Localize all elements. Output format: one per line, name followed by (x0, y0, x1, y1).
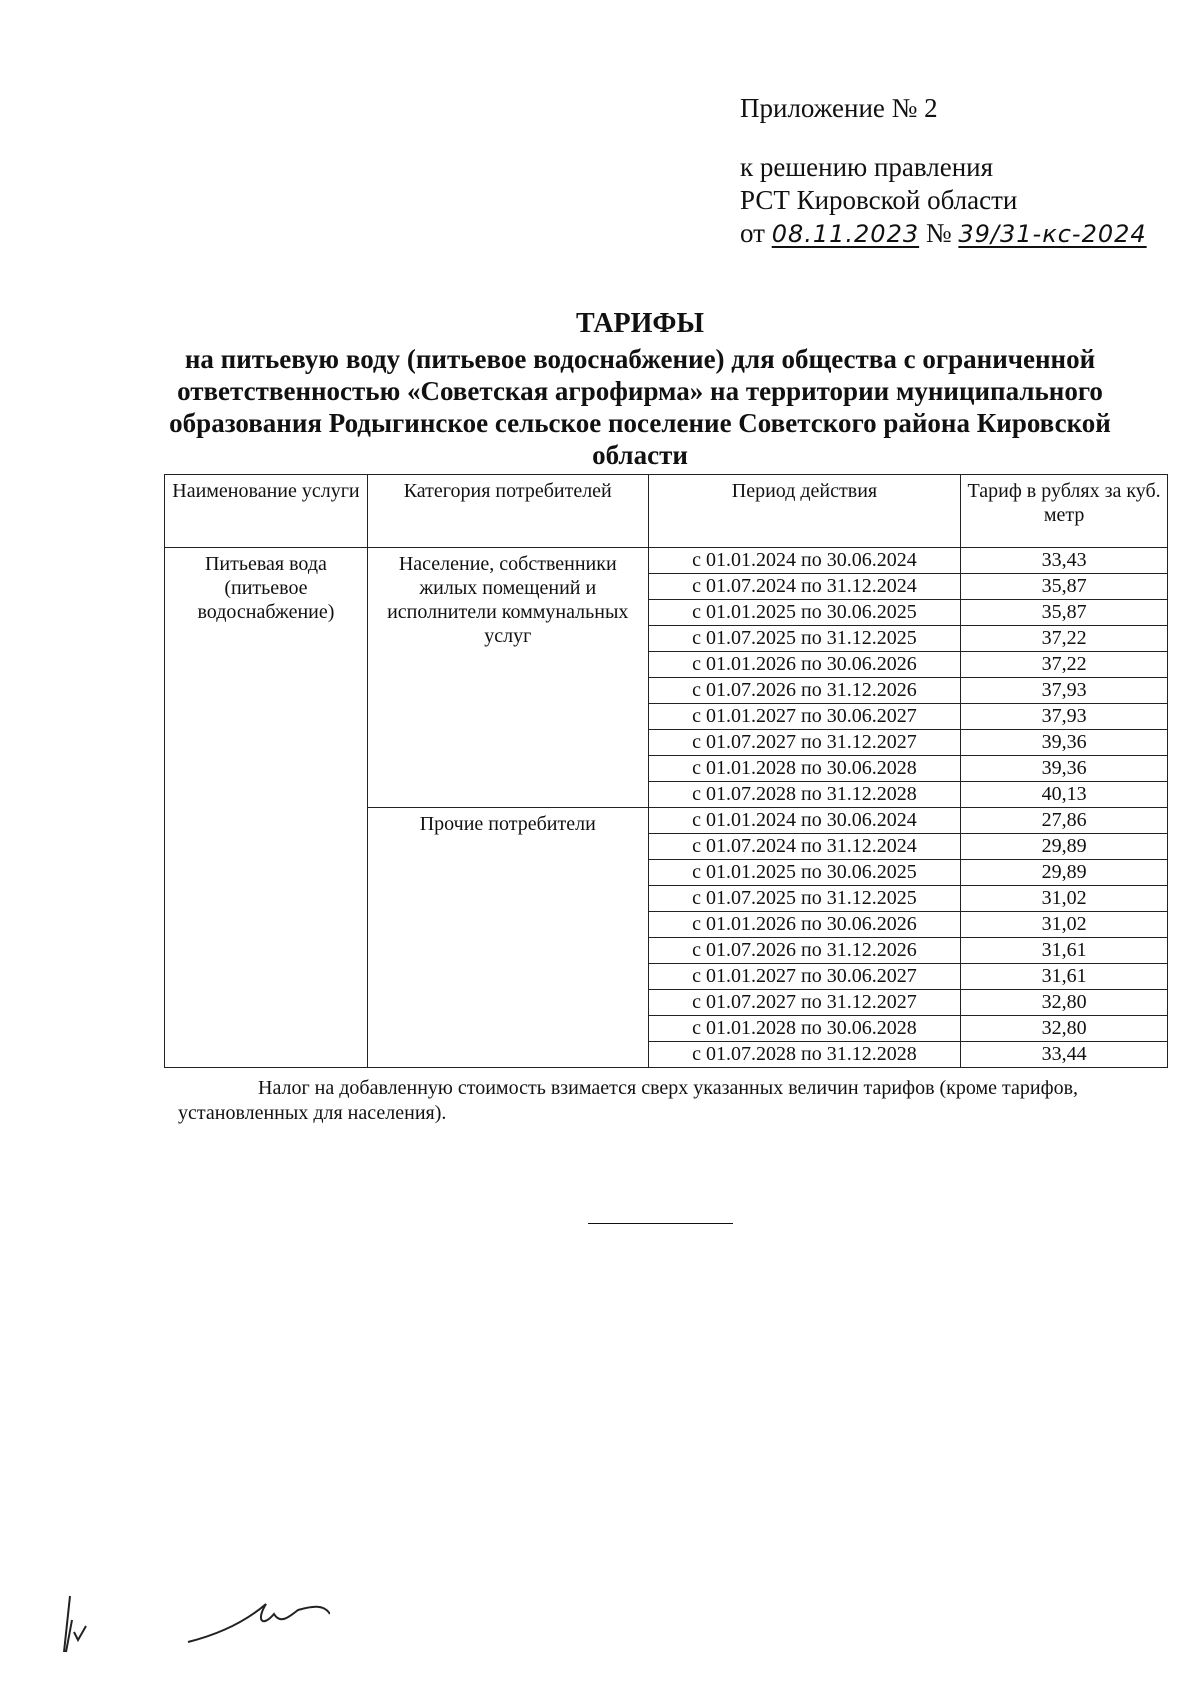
period-cell: с 01.01.2028 по 30.06.2028 (648, 756, 961, 782)
date-number-line (740, 217, 1147, 251)
period-cell: с 01.07.2024 по 31.12.2024 (648, 834, 961, 860)
decision-number: 39/31-кс-2024 (958, 220, 1147, 248)
tariff-value-cell: 31,02 (961, 886, 1168, 912)
period-cell: с 01.07.2024 по 31.12.2024 (648, 574, 961, 600)
handwritten-signature (30, 1590, 330, 1660)
period-cell: с 01.07.2027 по 31.12.2027 (648, 730, 961, 756)
title-subtitle: на питьевую воду (питьевое водоснабжение) для общества с ограниченной ответственностью «Советская агрофирма» на территории муниципального образования Родыгинское сельское поселение Советского района Кировской области (169, 344, 1111, 470)
tariff-value-cell: 33,44 (961, 1042, 1168, 1068)
category-cell: Население, собственники жилых помещений и исполнители коммунальных услуг (367, 548, 648, 808)
period-cell: с 01.01.2025 по 30.06.2025 (648, 600, 961, 626)
tariff-value-cell: 29,89 (961, 860, 1168, 886)
service-name-cell: Питьевая вода (питьевое водоснабжение) (165, 548, 368, 1068)
period-cell: с 01.01.2026 по 30.06.2026 (648, 912, 961, 938)
tariff-value-cell: 35,87 (961, 574, 1168, 600)
closing-rule (588, 1223, 733, 1224)
tariff-value-cell: 35,87 (961, 600, 1168, 626)
tariff-value-cell: 31,61 (961, 964, 1168, 990)
appendix-label: Приложение № 2 (740, 93, 938, 123)
document-title (160, 308, 1120, 471)
tariff-value-cell: 32,80 (961, 1016, 1168, 1042)
category-cell: Прочие потребители (367, 808, 648, 1068)
table-body (165, 548, 1168, 1068)
tariff-value-cell: 32,80 (961, 990, 1168, 1016)
period-cell: с 01.07.2028 по 31.12.2028 (648, 1042, 961, 1068)
period-cell: с 01.01.2026 по 30.06.2026 (648, 652, 961, 678)
period-cell: с 01.07.2025 по 31.12.2025 (648, 886, 961, 912)
period-cell: с 01.01.2024 по 30.06.2024 (648, 548, 961, 574)
period-cell: с 01.01.2025 по 30.06.2025 (648, 860, 961, 886)
period-cell: с 01.01.2027 по 30.06.2027 (648, 964, 961, 990)
period-cell: с 01.07.2027 по 31.12.2027 (648, 990, 961, 1016)
tariff-value-cell: 40,13 (961, 782, 1168, 808)
tariff-value-cell: 33,43 (961, 548, 1168, 574)
header-tariff: Тариф в рублях за куб. метр (961, 475, 1168, 548)
number-prefix: № (925, 218, 952, 248)
tariff-value-cell: 37,22 (961, 626, 1168, 652)
date-prefix: от (740, 218, 765, 248)
header-period: Период действия (648, 475, 961, 548)
header-category: Категория потребителей (367, 475, 648, 548)
period-cell: с 01.01.2024 по 30.06.2024 (648, 808, 961, 834)
table-header-row (165, 475, 1168, 548)
tariff-value-cell: 39,36 (961, 756, 1168, 782)
appendix-header (740, 92, 1147, 251)
period-cell: с 01.01.2027 по 30.06.2027 (648, 704, 961, 730)
tariff-value-cell: 31,02 (961, 912, 1168, 938)
title-main: ТАРИФЫ (576, 308, 704, 339)
tariff-value-cell: 29,89 (961, 834, 1168, 860)
tariff-value-cell: 37,22 (961, 652, 1168, 678)
tariffs-table (164, 474, 1168, 1068)
decision-date: 08.11.2023 (771, 220, 920, 248)
table-row (165, 548, 1168, 574)
tariff-value-cell: 37,93 (961, 678, 1168, 704)
tariff-value-cell: 39,36 (961, 730, 1168, 756)
tariff-value-cell: 27,86 (961, 808, 1168, 834)
period-cell: с 01.07.2026 по 31.12.2026 (648, 678, 961, 704)
period-cell: с 01.01.2028 по 30.06.2028 (648, 1016, 961, 1042)
tariff-value-cell: 31,61 (961, 938, 1168, 964)
decision-reference (740, 151, 1147, 251)
authority-line: РСТ Кировской области (740, 185, 1018, 215)
tariff-value-cell: 37,93 (961, 704, 1168, 730)
vat-note: Налог на добавленную стоимость взимается сверх указанных величин тарифов (кроме тарифов, установленных для населения). (178, 1077, 1079, 1124)
header-service: Наименование услуги (165, 475, 368, 548)
period-cell: с 01.07.2026 по 31.12.2026 (648, 938, 961, 964)
period-cell: с 01.07.2025 по 31.12.2025 (648, 626, 961, 652)
decision-line: к решению правления (740, 152, 994, 182)
period-cell: с 01.07.2028 по 31.12.2028 (648, 782, 961, 808)
